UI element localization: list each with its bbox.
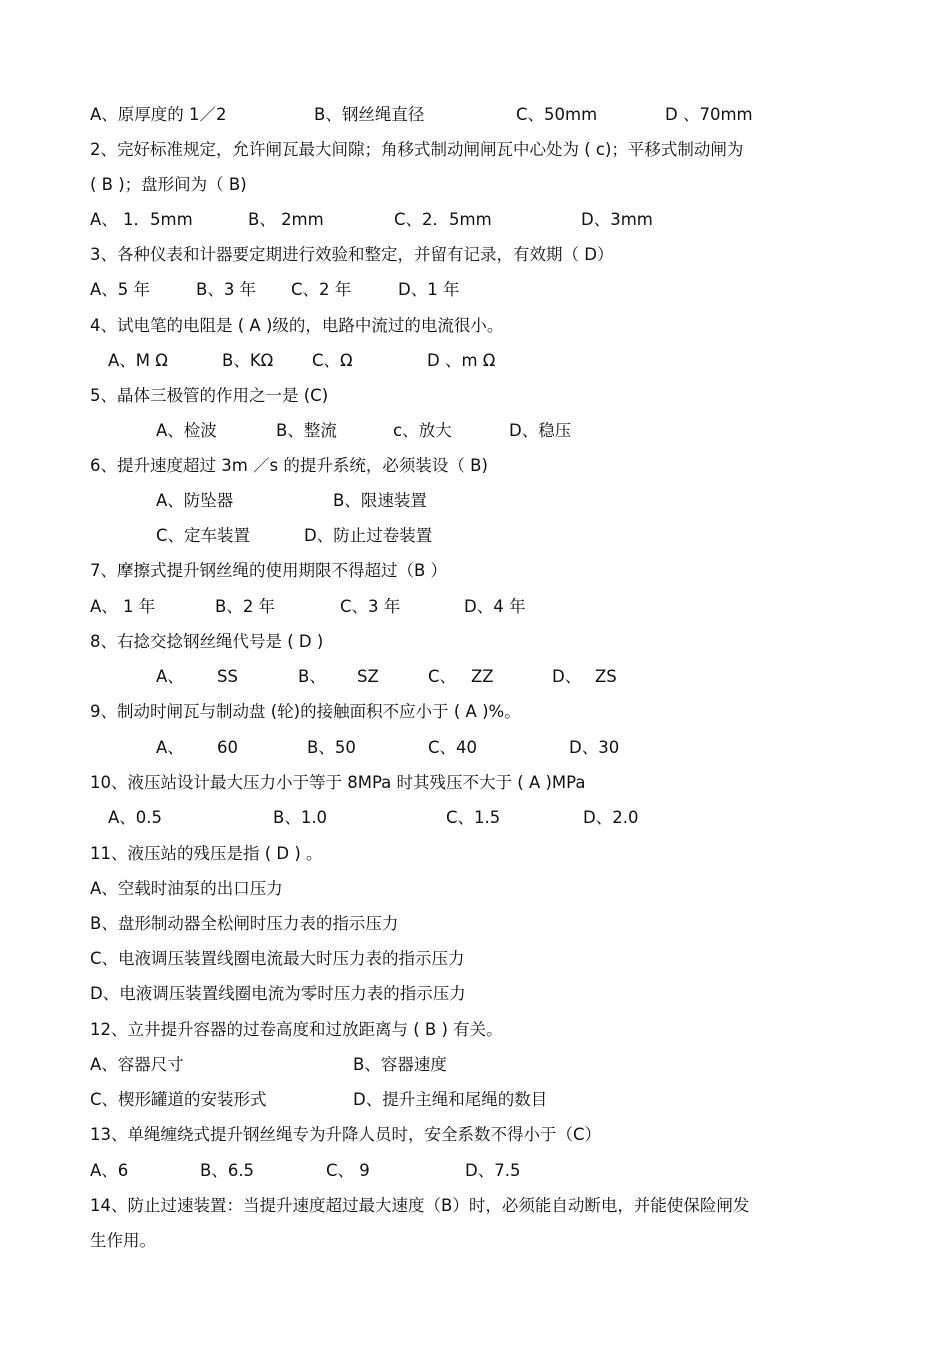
option-b-value: SZ [357,667,379,686]
option-b-label: B、 [298,667,326,686]
option-b: B、6.5 [200,1161,255,1180]
option-a: A、6 [90,1161,129,1180]
option-a: A、容器尺寸 [90,1055,184,1074]
option-a-value: 60 [217,738,238,757]
option-c: C、2．5mm [394,210,492,229]
option-a-value: SS [217,667,238,686]
option-b: B、3 年 [196,280,257,299]
option-d: D、提升主绳和尾绳的数目 [353,1090,548,1109]
option-a-label: A、 [156,667,184,686]
question-11: 11、液压站的残压是指 ( D ) 。 [90,844,323,863]
option-c: C、 9 [326,1161,370,1180]
option-c: C、3 年 [340,597,401,616]
question-4: 4、试电笔的电阻是 ( A )级的，电路中流过的电流很小。 [90,316,504,335]
option-d-value: ZS [595,667,617,686]
option-c: C、40 [428,738,478,757]
question-8: 8、右捻交捻钢丝绳代号是 ( D ) [90,632,324,651]
option-d: D、稳压 [509,421,572,440]
option-c: C、定车装置 [156,526,251,545]
option-d: D 、m Ω [427,351,496,370]
option-a: A、5 年 [90,280,151,299]
option-a: A、原厚度的 1／2 [90,105,227,124]
question-14-line-2: 生作用。 [90,1231,156,1250]
option-c: C、楔形罐道的安装形式 [90,1090,267,1109]
option-b: B、整流 [276,421,337,440]
option-b: B、50 [307,738,356,757]
option-a: A、 1．5mm [90,210,193,229]
question-7: 7、摩擦式提升钢丝绳的使用期限不得超过（B ） [90,561,448,580]
option-b: B、钢丝绳直径 [314,105,425,124]
option-d: D、防止过卷装置 [304,526,433,545]
option-c: C、Ω [312,351,353,370]
option-b: B、盘形制动器全松闸时压力表的指示压力 [90,914,399,933]
option-b: B、容器速度 [353,1055,447,1074]
option-b: B、KΩ [222,351,274,370]
option-d: D、电液调压装置线圈电流为零时压力表的指示压力 [90,984,466,1003]
option-d: D、4 年 [464,597,526,616]
option-c-label: C、 [428,667,457,686]
option-c-value: ZZ [471,667,494,686]
question-3: 3、各种仪表和计器要定期进行效验和整定，并留有记录，有效期（ D） [90,245,614,264]
option-a: A、检波 [156,421,217,440]
option-a: A、防坠器 [156,491,234,510]
option-c: C、50mm [516,105,598,124]
question-14-line-1: 14、防止过速装置：当提升速度超过最大速度（B）时，必须能自动断电，并能使保险闸发 [90,1196,750,1215]
question-6: 6、提升速度超过 3m ／s 的提升系统，必须装设（ B) [90,456,488,475]
question-13: 13、单绳缠绕式提升钢丝绳专为升降人员时，安全系数不得小于（C） [90,1125,602,1144]
option-a: A、M Ω [108,351,168,370]
option-d: D、3mm [581,210,653,229]
option-a: A、0.5 [108,808,163,827]
option-d: D 、70mm [665,105,753,124]
option-a: A、空载时油泵的出口压力 [90,879,283,898]
option-b: B、2 年 [215,597,276,616]
option-c: C、2 年 [291,280,352,299]
option-c: C、电液调压装置线圈电流最大时压力表的指示压力 [90,949,465,968]
question-9: 9、制动时闸瓦与制动盘 (轮)的接触面积不应小于 ( A )%。 [90,702,521,721]
option-c: c、放大 [393,421,452,440]
question-2-line-2: ( B )；盘形间为（ B) [90,175,247,194]
question-2-line-1: 2、完好标准规定，允许闸瓦最大间隙；角移式制动闸闸瓦中心处为 ( c)；平移式制动闸为 [90,140,744,159]
option-d-label: D、 [552,667,582,686]
option-b: B、1.0 [273,808,328,827]
option-b: B、限速装置 [333,491,427,510]
option-d: D、1 年 [398,280,460,299]
option-d: D、2.0 [583,808,639,827]
question-5: 5、晶体三极管的作用之一是 (C) [90,386,329,405]
option-b: B、 2mm [248,210,324,229]
option-c: C、1.5 [446,808,501,827]
option-a-label: A、 [156,738,184,757]
question-12: 12、立井提升容器的过卷高度和过放距离与 ( B ) 有关。 [90,1020,503,1039]
option-a: A、 1 年 [90,597,156,616]
question-10: 10、液压站设计最大压力小于等于 8MPa 时其残压不大于 ( A )MPa [90,773,586,792]
option-d: D、30 [569,738,620,757]
option-d: D、7.5 [465,1161,521,1180]
